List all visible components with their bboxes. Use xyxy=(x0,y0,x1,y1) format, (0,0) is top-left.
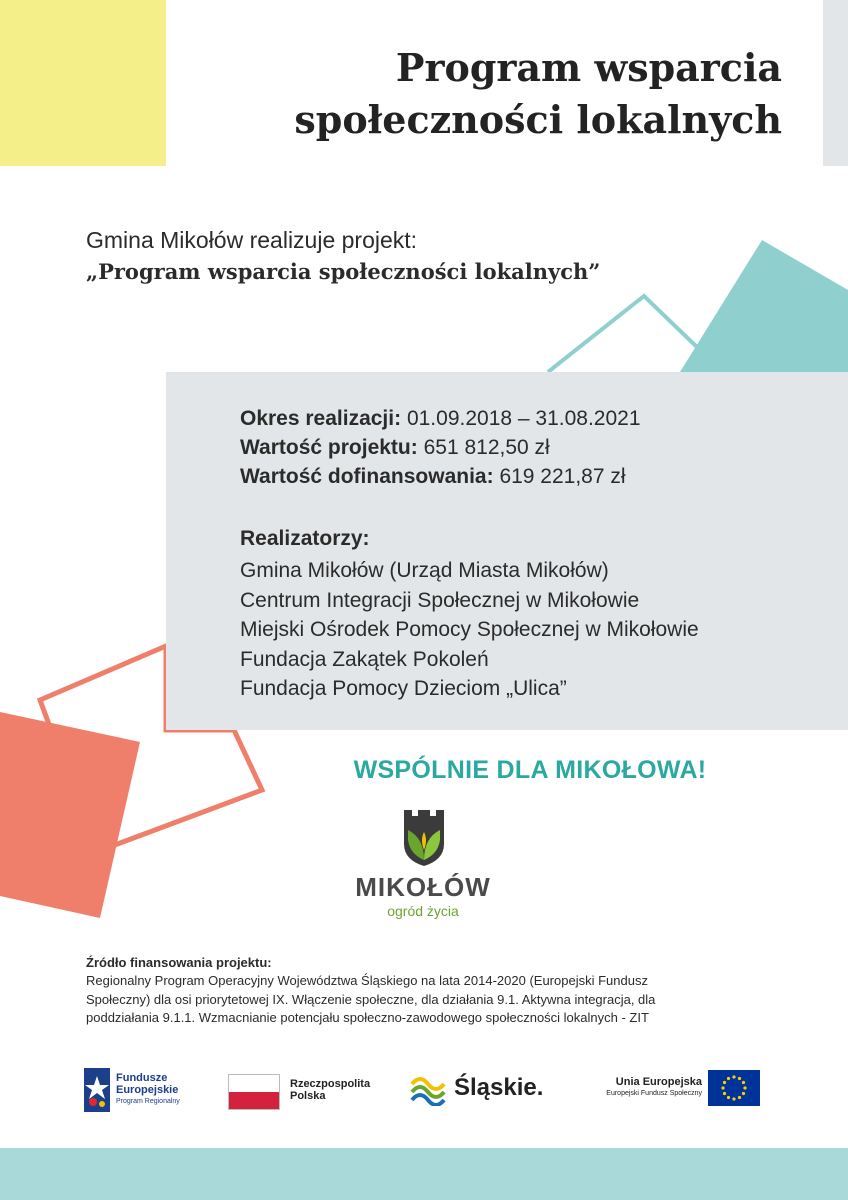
intro-line-1: Gmina Mikołów realizuje projekt: xyxy=(86,227,418,253)
slaskie-text: Śląskie. xyxy=(454,1074,544,1101)
funding-logos-bar xyxy=(84,1064,774,1116)
slaskie-logo xyxy=(410,1072,560,1112)
cofinancing-amount: 619 221,87 zł xyxy=(499,465,626,488)
period-row xyxy=(240,404,641,433)
slaskie-waves-icon xyxy=(410,1072,448,1106)
page-title xyxy=(182,42,782,146)
rzeczpospolita-polska-logo xyxy=(228,1070,388,1110)
period-value: 01.09.2018 – 31.08.2021 xyxy=(406,407,641,430)
project-value-label: Wartość projektu: xyxy=(240,436,418,459)
implementer-item: Fundacja Pomocy Dzieciom „Ulica” xyxy=(240,677,567,700)
project-value-row xyxy=(240,433,550,462)
project-details-panel xyxy=(166,372,848,730)
fundusze-europejskie-icon xyxy=(84,1068,110,1112)
financing-line-1: Regionalny Program Operacyjny Województwa Śląskiego na lata 2014-2020 (Europejski Fundusz xyxy=(86,973,648,988)
financing-title: Źródło finansowania projektu: xyxy=(86,955,272,970)
coral-filled-square xyxy=(0,712,140,918)
fe-line-3: Program Regionalny xyxy=(116,1098,180,1105)
slogan: WSPÓLNIE DLA MIKOŁOWA! xyxy=(353,756,707,784)
mikolow-logo xyxy=(348,810,498,930)
mikolow-tagline: ogród życia xyxy=(387,903,459,919)
fe-line-1: Fundusze xyxy=(116,1072,168,1084)
polish-flag-icon xyxy=(228,1074,280,1110)
project-value-amount: 651 812,50 zł xyxy=(423,436,550,459)
title-line-2: społeczności lokalnych xyxy=(294,97,782,142)
cofinancing-label: Wartość dofinansowania: xyxy=(240,465,494,488)
ue-line-2: Europejski Fundusz Społeczny xyxy=(606,1090,702,1097)
eu-flag-icon xyxy=(708,1070,760,1106)
intro-project-name: „Program wsparcia społeczności lokalnych” xyxy=(86,259,601,284)
implementers-heading: Realizatorzy: xyxy=(240,527,370,550)
implementer-item: Gmina Mikołów (Urząd Miasta Mikołów) xyxy=(240,559,609,582)
period-label: Okres realizacji: xyxy=(240,407,402,430)
financing-line-2: Społeczny) dla osi priorytetowej IX. Włączenie społeczne, dla działania 9.1. Aktywna integracja, dla xyxy=(86,991,656,1007)
fe-line-2: Europejskie xyxy=(116,1084,179,1096)
unia-europejska-logo xyxy=(584,1068,774,1112)
cofinancing-row xyxy=(240,462,626,491)
teal-outline-triangle xyxy=(548,296,700,372)
implementers-list xyxy=(240,556,699,704)
rp-line-2: Polska xyxy=(290,1090,326,1102)
mikolow-name: MIKOŁÓW xyxy=(355,872,491,902)
implementer-item: Miejski Ośrodek Pomocy Społecznej w Mikołowie xyxy=(240,618,699,641)
financing-source xyxy=(86,954,786,1028)
financing-line-3: poddziałania 9.1.1. Wzmacnianie potencjału społeczno-zawodowego społeczności lokalnych - ZIT xyxy=(86,1010,649,1025)
implementer-item: Fundacja Zakątek Pokoleń xyxy=(240,647,489,671)
implementer-item: Centrum Integracji Społecznej w Mikołowie xyxy=(240,588,640,612)
ue-line-1: Unia Europejska xyxy=(615,1076,702,1088)
rp-line-1: Rzeczpospolita xyxy=(290,1078,371,1090)
fundusze-europejskie-logo xyxy=(84,1066,214,1114)
rp-text xyxy=(290,1078,370,1102)
project-intro xyxy=(86,224,786,288)
title-line-1: Program wsparcia xyxy=(395,45,782,90)
mikolow-crest-icon xyxy=(402,810,446,866)
bottom-teal-band xyxy=(0,1148,848,1200)
